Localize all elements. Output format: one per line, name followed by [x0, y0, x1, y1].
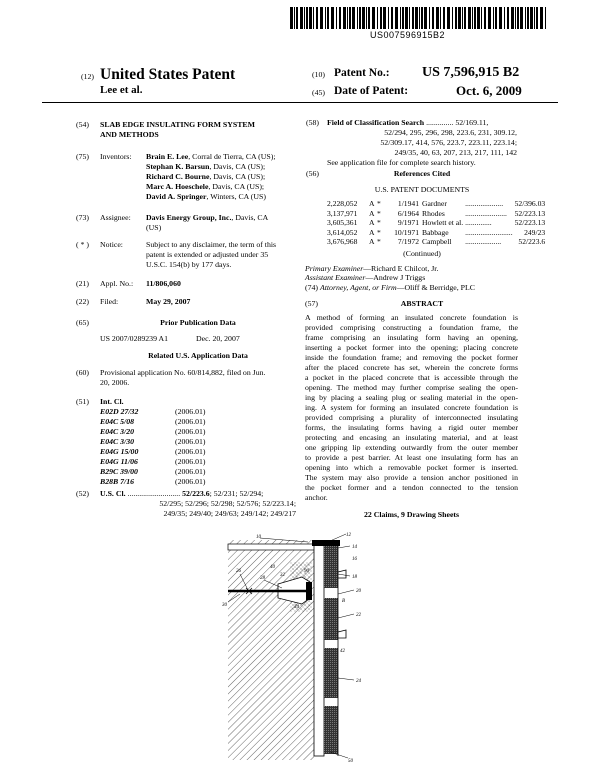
ref-numeral: B	[342, 599, 346, 604]
barcode-bar	[391, 7, 393, 29]
patent-number-code: US007596915B2	[370, 30, 446, 40]
patent-date: Oct. 6, 2009	[456, 83, 522, 98]
ref-numeral: 16	[352, 557, 357, 562]
reference-row: 3,605,361 A * 9/1971 Howlett et al. .............. 52/223.13	[327, 218, 546, 228]
reference-row: 3,614,052 A * 10/1971 Babbage ......................... 249/23	[327, 227, 546, 237]
reference-row: 3,676,968 A * 7/1972 Campbell ................... 52/223.6	[327, 237, 546, 247]
intcl-row: E04C 3/20 (2006.01)	[100, 427, 206, 436]
barcode-bar	[290, 7, 293, 29]
claims-line: 22 Claims, 9 Drawing Sheets	[363, 510, 460, 519]
barcode-bar	[336, 7, 337, 29]
patent-no: US 7,596,915 B2	[422, 65, 520, 80]
tag-21: (21)	[76, 279, 89, 288]
form-cap	[312, 540, 340, 546]
form-outer-member	[314, 544, 324, 756]
reference-row: 2,228,052 A * 1/1941 Gardner .................... 52/396.03	[327, 199, 546, 208]
barcode-bar	[484, 7, 486, 29]
barcode-bar	[545, 7, 546, 29]
attorney: (74) Attorney, Agent, or Firm—Oliff & Berridge, PLC	[305, 283, 475, 292]
inventor-short: Lee et al.	[100, 84, 143, 96]
barcode-bar	[372, 7, 375, 29]
barcode-bar	[443, 7, 445, 29]
notice-label: Notice:	[100, 240, 123, 249]
tension-anchor	[306, 582, 312, 600]
intcl-row: E04G 15/00 (2006.01)	[100, 447, 206, 456]
barcode-bar	[325, 7, 326, 29]
ref-numeral: 24	[356, 679, 361, 684]
tag-22: (22)	[76, 297, 89, 306]
barcode-bar	[520, 7, 523, 29]
barcode-bar	[412, 7, 414, 29]
ref-numeral: 14	[352, 545, 357, 550]
barcode-bar	[540, 7, 543, 29]
patent-no-label: Patent No.:	[334, 67, 390, 79]
barcode-bar	[309, 7, 312, 29]
tag-56: (56)	[306, 169, 319, 178]
barcode-bar	[424, 7, 427, 29]
prior-pub-date: Dec. 20, 2007	[196, 334, 240, 343]
ref-numeral: 34	[294, 605, 299, 610]
reference-row: 3,137,971 A * 6/1964 Rhodes ...................... 52/223.13	[327, 208, 546, 218]
header-rule	[42, 102, 558, 103]
barcode-bar	[296, 7, 298, 29]
barcode-bar	[527, 7, 529, 29]
ref-numeral: 20	[356, 589, 361, 594]
barcode-bar	[395, 7, 398, 29]
barcode-bar	[429, 7, 430, 29]
barcode-bar	[357, 7, 358, 29]
tag-65: (65)	[76, 318, 89, 327]
barcode-bar	[536, 7, 538, 29]
barcode-bar	[402, 7, 404, 29]
filed-label: Filed:	[100, 297, 119, 306]
barcode-bar	[366, 7, 367, 29]
barcode-bar	[447, 7, 450, 29]
inventors-label: Inventors:	[100, 152, 132, 161]
barcode-bar	[421, 7, 423, 29]
insulation-block	[324, 648, 338, 698]
tag-60: (60)	[76, 368, 89, 377]
ref-numeral: 42	[340, 649, 345, 654]
barcode-bar	[517, 7, 519, 29]
tag-51: (51)	[76, 397, 89, 406]
barcode-bar	[488, 7, 491, 29]
provisional: Provisional application No. 60/814,882, filed on Jun. 20, 2006.	[100, 368, 266, 387]
intcl-row: E04G 11/06 (2006.01)	[100, 457, 206, 466]
barcode-bar	[331, 7, 334, 29]
barcode-bar	[458, 7, 461, 29]
barcode-bar	[306, 7, 308, 29]
barcode-bar	[481, 7, 482, 29]
tag-10: (10)	[312, 70, 325, 79]
assistant-examiner: Assistant Examiner—Andrew J Triggs	[305, 273, 426, 282]
us-class: U.S. Cl. ........................... 52/223.6; 52/231; 52/294; 52/295; 52/296; 52/298; 52/576; 52/223.14; 249/35; 249/40; 249/63; 249/142; 249/217	[100, 489, 296, 518]
primary-examiner: Primary Examiner—Richard E Chilcot, Jr.	[305, 264, 439, 273]
barcode-bar	[474, 7, 476, 29]
tag-notice: ( * )	[76, 240, 89, 249]
barcode-bar	[530, 7, 533, 29]
barcode-bar	[327, 7, 329, 29]
intcl-label: Int. Cl.	[100, 397, 124, 406]
barcode-bar	[294, 7, 295, 29]
prior-pub-head: Prior Publication Data	[160, 318, 236, 327]
intcl-table	[100, 407, 206, 487]
abstract-head: ABSTRACT	[400, 299, 444, 308]
barcode-bar	[304, 7, 305, 29]
assignee-label: Assignee:	[100, 213, 131, 222]
barcode-bar	[405, 7, 408, 29]
ref-numeral: 28	[260, 576, 265, 581]
related-head: Related U.S. Application Data	[148, 351, 248, 360]
ref-numeral: 40	[270, 565, 275, 570]
barcode-bar	[320, 7, 323, 29]
barcode-bar	[339, 7, 341, 29]
inventor: David A. Springer, Winters, CA (US)	[146, 192, 266, 201]
patent-title: United States Patent	[100, 66, 236, 83]
ref-numeral: 90	[304, 569, 309, 574]
ref-numeral: 10	[256, 535, 261, 540]
appl-label: Appl. No.:	[100, 279, 134, 288]
notice-text: Subject to any disclaimer, the term of this patent is extended or adjusted under 35 U.S.C. 154(b) by 177 days.	[146, 240, 277, 269]
inventor: Stephan K. Barsun, Davis, CA (US);	[146, 162, 266, 171]
prior-pub-no: US 2007/0289239 A1	[100, 334, 169, 343]
barcode-bar	[493, 7, 494, 29]
intcl-row: E04C 5/08 (2006.01)	[100, 417, 206, 426]
barcode-bar	[499, 7, 502, 29]
insulation-block	[324, 546, 338, 588]
barcode	[290, 7, 552, 29]
barcode-bar	[377, 7, 378, 29]
barcode-bar	[400, 7, 401, 29]
date-label: Date of Patent:	[334, 85, 409, 97]
barcode-bar	[415, 7, 418, 29]
barcode-bar	[419, 7, 420, 29]
tag-54: (54)	[76, 120, 89, 129]
assignee: Davis Energy Group, Inc., Davis, CA (US)	[146, 213, 269, 232]
barcode-bar	[349, 7, 351, 29]
barcode-bar	[380, 7, 382, 29]
tag-57: (57)	[305, 299, 318, 308]
intcl-row: B28B 7/16 (2006.01)	[100, 477, 206, 486]
barcode-bar	[368, 7, 370, 29]
intcl-row: B29C 39/00 (2006.01)	[100, 467, 206, 476]
ref-numeral: 30	[222, 603, 227, 608]
barcode-bar	[432, 7, 434, 29]
barcode-bar	[464, 7, 466, 29]
tag-58: (58)	[306, 118, 319, 127]
barcode-bar	[388, 7, 389, 29]
tag-52: (52)	[76, 489, 89, 498]
barcode-bar	[352, 7, 355, 29]
slab-surface	[228, 544, 318, 550]
inventor: Brain E. Lee, Corral de Tierra, CA (US);	[146, 152, 276, 161]
barcode-bar	[468, 7, 471, 29]
insulation-block	[324, 598, 338, 640]
ref-numeral: 22	[356, 613, 361, 618]
inventors-list	[146, 152, 294, 202]
barcode-bar	[347, 7, 348, 29]
appl-no: 11/806,060	[146, 279, 181, 288]
references-table	[327, 199, 545, 247]
barcode-bar	[436, 7, 439, 29]
barcode-bar	[511, 7, 514, 29]
barcode-bar	[504, 7, 505, 29]
field-of-search: Field of Classification Search .............. 52/169.11, 52/294, 295, 296, 298, 223.6, 231, 309.12, 52/309.17, 414, 576, 223.7, 223.11, 223.14; 249/35, 40, 63, 207, 213, 217, 111, 142 See application file for complete search history.	[327, 118, 517, 167]
barcode-bar	[495, 7, 497, 29]
tag-75: (75)	[76, 152, 89, 161]
ref-numeral: 32	[280, 573, 285, 578]
barcode-bar	[359, 7, 361, 29]
barcode-bar	[515, 7, 516, 29]
tag-45: (45)	[312, 88, 325, 97]
patent-drawing	[220, 532, 390, 764]
barcode-bar	[477, 7, 480, 29]
ref-numeral: 12	[346, 533, 351, 538]
barcode-bar	[316, 7, 318, 29]
barcode-bar	[383, 7, 386, 29]
barcode-bar	[462, 7, 463, 29]
barcode-bar	[472, 7, 473, 29]
us-docs-head: U.S. PATENT DOCUMENTS	[374, 185, 470, 194]
barcode-bar	[362, 7, 365, 29]
tag-12: (12)	[81, 72, 94, 81]
barcode-bar	[455, 7, 457, 29]
invention-title: SLAB EDGE INSULATING FORM SYSTEM AND METHODS	[100, 120, 255, 139]
barcode-bar	[343, 7, 346, 29]
inventor: Marc A. Hoeschele, Davis, CA (US);	[146, 182, 265, 191]
barcode-bar	[313, 7, 314, 29]
ref-numeral: 50	[348, 759, 353, 764]
insulation-block	[324, 706, 338, 754]
barcode-bar	[452, 7, 453, 29]
filed-date: May 29, 2007	[146, 297, 191, 306]
barcode-bar	[300, 7, 303, 29]
intcl-row: E02D 27/32 (2006.01)	[100, 407, 206, 416]
barcode-bar	[507, 7, 509, 29]
ref-numeral: 18	[352, 575, 357, 580]
inventor: Richard C. Bourne, Davis, CA (US);	[146, 172, 266, 181]
barcode-bar	[440, 7, 441, 29]
tag-73: (73)	[76, 213, 89, 222]
barcode-bar	[534, 7, 535, 29]
barcode-bar	[409, 7, 410, 29]
abstract-text: A method of forming an insulated concrete foundation is provided comprising constructing a foundation frame, the frame comprising an insulating form having an opening, inserting a pocket former into the opening; placing concrete inside the foundation frame; and removing the pocket former after the placed concrete has set, wherein the concrete forms a pocket in the placed concrete that is accessible through the opening. The method may further comprise sealing the open- ing by placing a sealing plug or sealing material in the open- ing. A system for forming an insulated concrete foundation is provided comprising a plurality of interconnected insulating forms, the insulating forms having a rigid outer member protecting and encasing an insulating material, and at least one gripping lip extending outwardly from the outer member to provide a pest barrier. At least one insulating form has an opening into which a removable pocket former is inserted. The system may also provide a tension anchor positioned in the pocket former and a tendon connected to the tension anchor.	[305, 313, 518, 502]
refs-head: References Cited	[393, 169, 451, 178]
intcl-row: E04C 3/30 (2006.01)	[100, 437, 206, 446]
ref-numeral: 26	[236, 569, 241, 574]
refs-continued: (Continued)	[403, 249, 441, 258]
barcode-bar	[525, 7, 526, 29]
